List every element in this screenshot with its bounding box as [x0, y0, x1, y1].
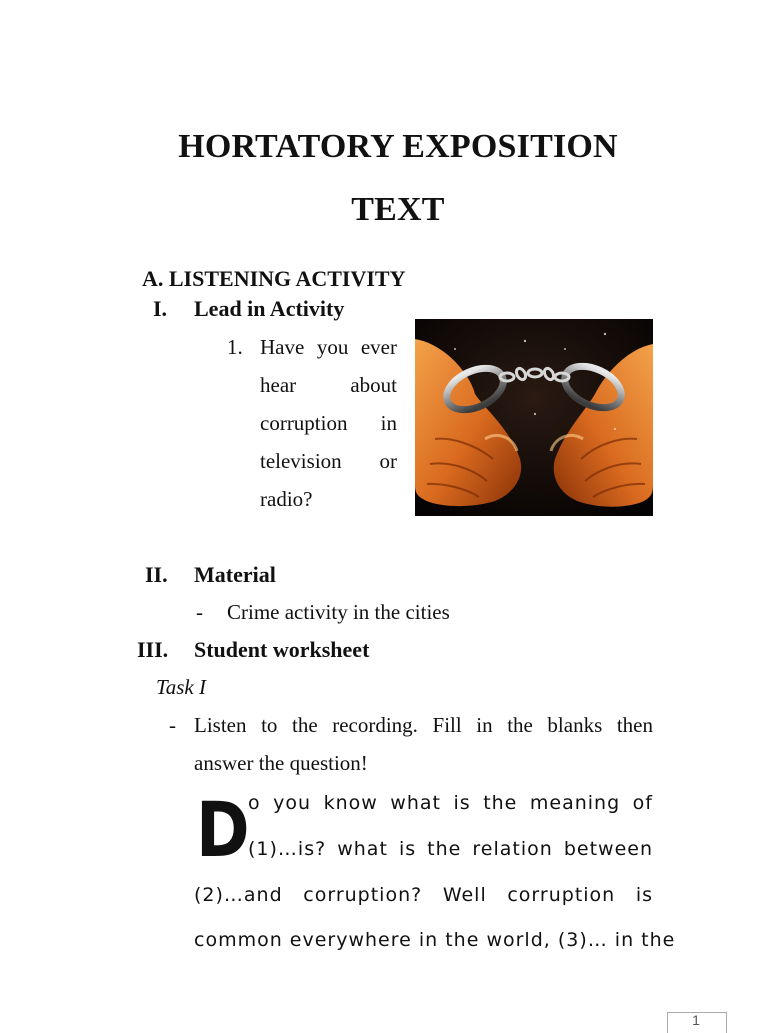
task-dash: - — [169, 713, 176, 737]
handcuffs-image — [415, 319, 653, 516]
drop-cap: D — [196, 785, 250, 874]
material-text: Crime activity in the cities — [227, 600, 450, 624]
passage-line: (1)…is? what is the relation between — [248, 838, 653, 860]
handcuffs-icon — [415, 319, 653, 516]
section-iii-heading: Student worksheet — [194, 637, 370, 662]
page-title: HORTATORY EXPOSITION — [178, 128, 618, 165]
lead-item-line: radio? — [260, 487, 313, 511]
section-i-numeral: I. — [153, 296, 168, 321]
section-a-heading: A. LISTENING ACTIVITY — [142, 266, 406, 291]
section-ii-heading: Material — [194, 562, 276, 587]
lead-item-line: hear about — [260, 373, 397, 397]
section-i-heading: Lead in Activity — [194, 296, 345, 321]
page-number: 1 — [692, 1012, 700, 1028]
task-instruction: Listen to the recording. Fill in the blanks then — [194, 713, 653, 737]
material-dash: - — [196, 600, 203, 624]
lead-item-number: 1. — [227, 335, 243, 359]
passage-line: (2)…and corruption? Well corruption is — [194, 884, 653, 906]
page-title-line-2: TEXT — [351, 191, 445, 228]
passage-line: o you know what is the meaning of — [248, 792, 653, 814]
lead-item-line: corruption in — [260, 411, 397, 435]
section-ii-numeral: II. — [145, 562, 168, 587]
lead-item-line: Have you ever — [260, 335, 397, 359]
task-instruction-cont: answer the question! — [194, 751, 368, 775]
section-iii-numeral: III. — [137, 637, 169, 662]
passage-line: common everywhere in the world, (3)… in the — [194, 929, 676, 951]
lead-item-line: television or — [260, 449, 397, 473]
task-label: Task I — [156, 675, 206, 699]
